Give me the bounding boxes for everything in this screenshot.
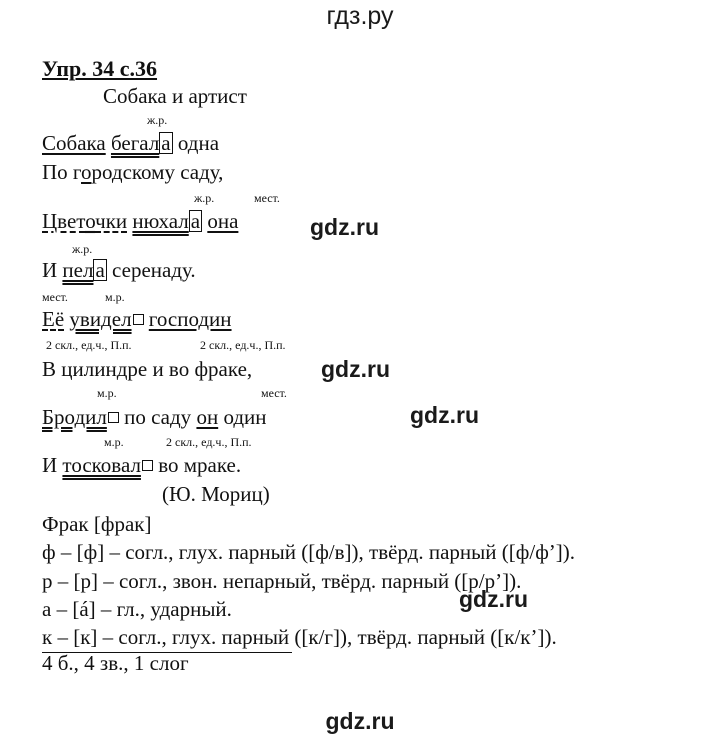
note-gender: ж.р. [147, 113, 168, 127]
word-predicate: бегала [110, 131, 171, 155]
zero-ending-box [133, 314, 144, 325]
poem-author: (Ю. Мориц) [162, 482, 270, 506]
note-case: 2 скл., ед.ч., П.п. [200, 338, 286, 352]
word-predicate: увидел [69, 307, 143, 331]
watermark: gdz.ru [325, 708, 395, 734]
note-pronoun: мест. [42, 290, 68, 304]
word-predicate: нюхала [132, 209, 201, 233]
note-gender: м.р. [97, 386, 117, 400]
analysis-letter-r: р – [р] – согл., звон. непарный, твёрд. парный ([р/р’]). [42, 569, 522, 593]
note-pronoun: мест. [254, 191, 280, 205]
zero-ending-box [142, 460, 153, 471]
word-object: Цветочки [42, 209, 128, 233]
poem-line-8: И тосковал во мраке. [42, 453, 242, 477]
poem-line-2: По городскому саду, [42, 160, 224, 184]
analysis-letter-f: ф – [ф] – согл., глух. парный ([ф/в]), твёрд. парный ([ф/ф’]). [42, 540, 576, 564]
analysis-summary: 4 б., 4 зв., 1 слог [42, 651, 189, 675]
exercise-title: Упр. 34 с.36 [42, 56, 158, 81]
vowel-check: о [81, 160, 92, 184]
site-header: гдз.ру [326, 2, 394, 30]
watermark: gdz.ru [310, 214, 379, 240]
poem-line-6: В цилиндре и во фраке, [42, 357, 253, 381]
note-gender: м.р. [105, 290, 125, 304]
ending-box: а [95, 258, 105, 282]
word-predicate: пела [62, 258, 105, 282]
analysis-word: Фрак [фрак] [42, 512, 152, 536]
note-gender: м.р. [104, 435, 124, 449]
poem-line-7: Бродил по саду он один [42, 405, 267, 429]
poem-line-3 [42, 209, 238, 234]
poem-line-4: И пела серенаду. [42, 258, 196, 282]
watermark: gdz.ru [410, 402, 479, 428]
word-subject: Собака [42, 131, 106, 155]
analysis-letter-a: а – [á] – гл., ударный. [42, 597, 232, 621]
ending-box: а [190, 209, 201, 233]
poem-line-5: Её увидел господин [42, 307, 232, 331]
word-subject: господин [148, 307, 232, 331]
poem-title: Собака и артист [103, 84, 247, 108]
note-case: 2 скл., ед.ч., П.п. [166, 435, 252, 449]
zero-ending-box [108, 412, 119, 423]
note-gender: ж.р. [194, 191, 215, 205]
watermark: gdz.ru [459, 586, 528, 612]
watermark: gdz.ru [321, 356, 390, 382]
word-predicate: Бродил [42, 405, 119, 429]
ending-box: а [161, 131, 171, 155]
word-subject: он [196, 405, 219, 429]
poem-line-1 [42, 131, 219, 156]
note-gender: ж.р. [72, 242, 93, 256]
word-subject: она [207, 209, 239, 233]
analysis-letter-k: к – [к] – согл., глух. парный ([к/г]), твёрд. парный ([к/к’]). [42, 625, 557, 649]
note-case: 2 скл., ед.ч., П.п. [46, 338, 132, 352]
note-pronoun: мест. [261, 386, 287, 400]
word-plain: одна [177, 131, 220, 155]
word-predicate: тосковал [62, 453, 153, 477]
